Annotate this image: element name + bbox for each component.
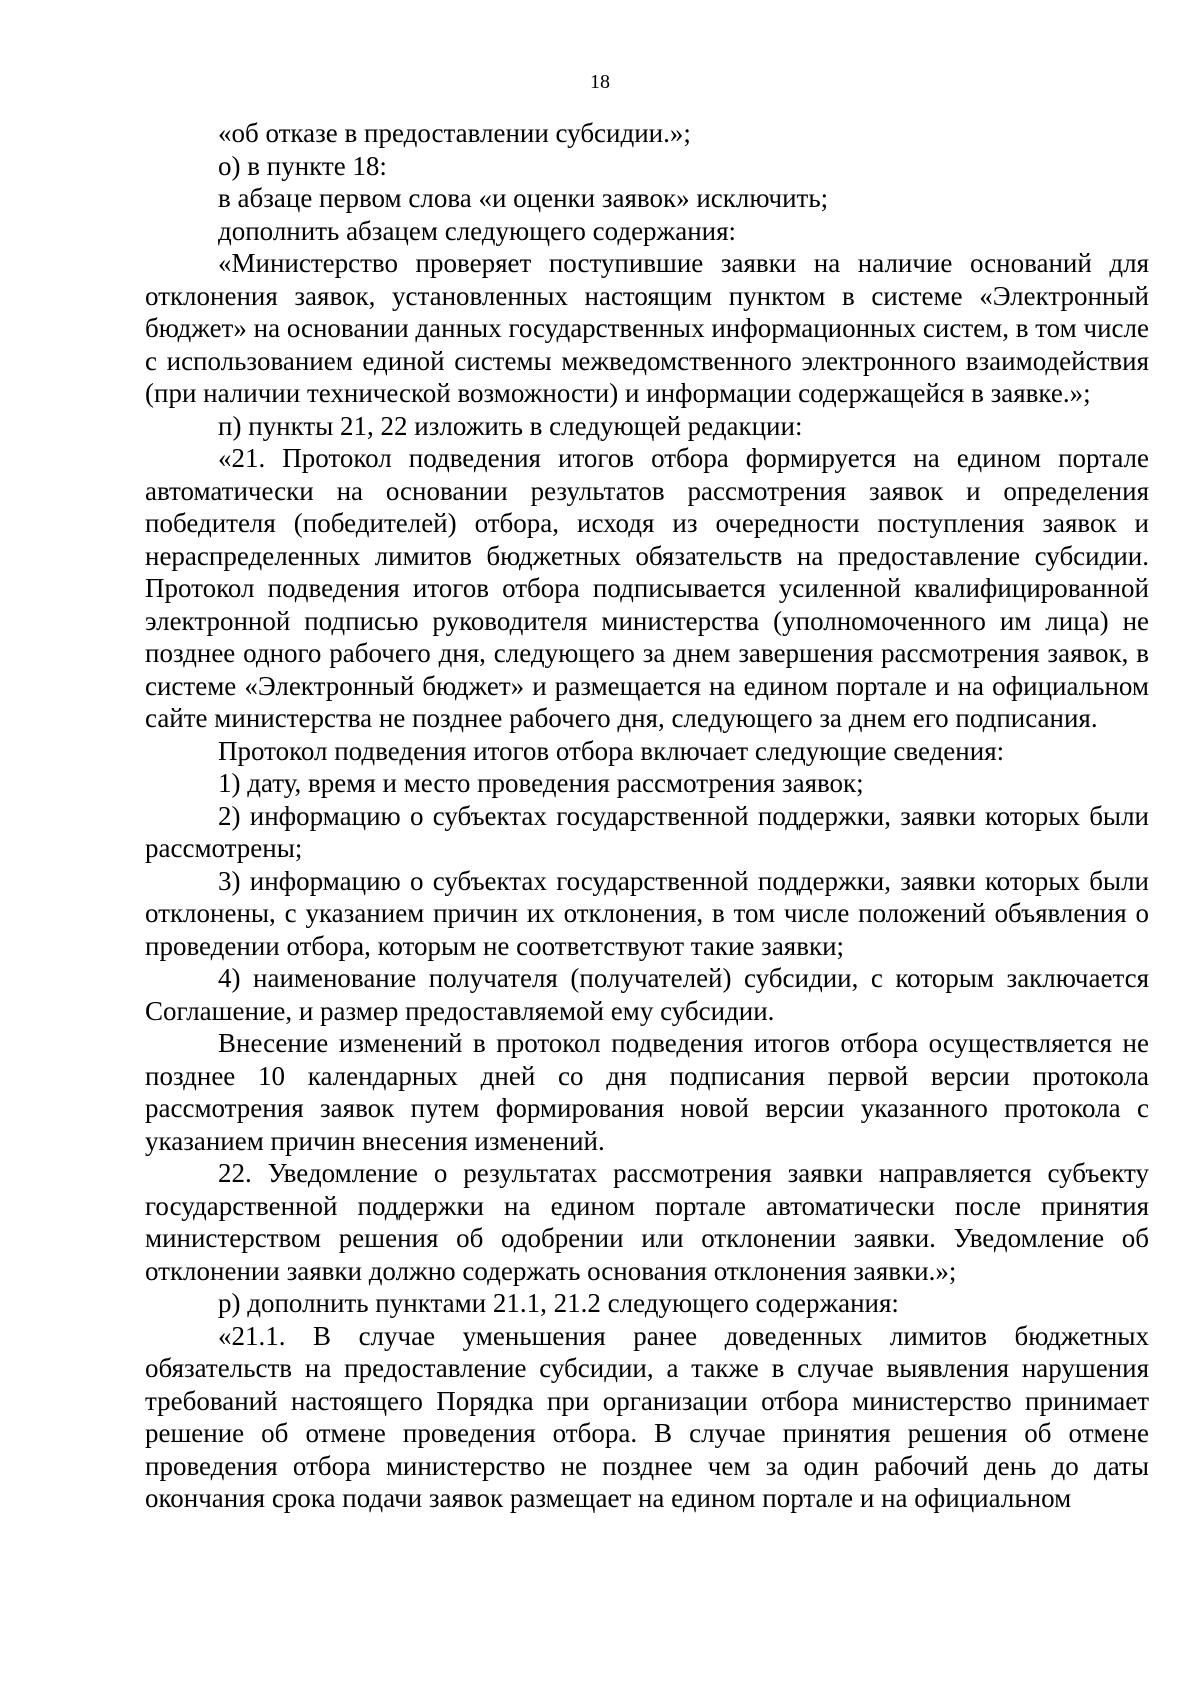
paragraph: «21. Протокол подведения итогов отбора формируется на едином портале автоматически на основании результатов рассмотрения заявок и определения победителя (победителей) отбора, исходя из очередности поступления заявок и нераспределенных лимитов бюджетных обязательств на предоставление субсидии. Протокол подведения итогов отбора подписывается усиленной квалифицированной электронной подписью руководителя министерства (уполномоченного им лица) не позднее одного рабочего дня, следующего за днем завершения рассмотрения заявок, в системе «Электронный бюджет» и размещается на едином портале и на официальном сайте министерства не позднее рабочего дня, следующего за днем его подписания. [145,443,1149,733]
paragraph: 3) информацию о субъектах государственной поддержки, заявки которых были отклонены, с указанием причин их отклонения, в том числе положений объявления о проведении отбора, которым не соответствуют такие заявки; [145,865,1149,961]
paragraph: 4) наименование получателя (получателей) субсидии, с которым заключается Соглашение, и размер предоставляемой ему субсидии. [145,963,1149,1026]
paragraph: Внесение изменений в протокол подведения итогов отбора осуществляется не позднее 10 календарных дней со дня подписания первой версии протокола рассмотрения заявок путем формирования новой версии указанного протокола с указанием причин внесения изменений. [145,1028,1149,1156]
paragraph: «Министерство проверяет поступившие заявки на наличие оснований для отклонения заявок, установленных настоящим пунктом в системе «Электронный бюджет» на основании данных государственных информационных систем, в том числе с использованием единой системы межведомственного электронного взаимодействия (при наличии технической возможности) и информации содержащейся в заявке.»; [145,248,1149,408]
paragraph: 2) информацию о субъектах государственной поддержки, заявки которых были рассмотрены; [145,800,1149,863]
paragraph: 22. Уведомление о результатах рассмотрения заявки направляется субъекту государственной поддержки на едином портале автоматически после принятия министерством решения об одобрении или отклонении заявки. Уведомление об отклонении заявки должно содержать основания отклонения заявки.»; [145,1158,1149,1286]
paragraph: р) дополнить пунктами 21.1, 21.2 следующего содержания: [218,1288,899,1318]
paragraph: «21.1. В случае уменьшения ранее доведенных лимитов бюджетных обязательств на предоставление субсидии, а также в случае выявления нарушения требований настоящего Порядка при организации отбора министерство принимает решение об отмене проведения отбора. В случае принятия решения об отмене проведения отбора министерство не позднее чем за один рабочий день до даты окончания срока подачи заявок размещает на едином портале и на официальном [145,1320,1149,1513]
paragraph: «об отказе в предоставлении субсидии.»; [218,118,691,148]
paragraph: о) в пункте 18: [218,150,387,181]
paragraph: п) пункты 21, 22 изложить в следующей редакции: [218,410,803,441]
paragraph: в абзаце первом слова «и оценки заявок» исключить; [218,183,829,213]
page-number: 18 [590,71,610,93]
document-body [145,117,1149,1515]
paragraph: 1) дату, время и место проведения рассмотрения заявок; [218,768,864,798]
paragraph: Протокол подведения итогов отбора включает следующие сведения: [218,735,1005,766]
paragraph: дополнить абзацем следующего содержания: [218,215,737,246]
